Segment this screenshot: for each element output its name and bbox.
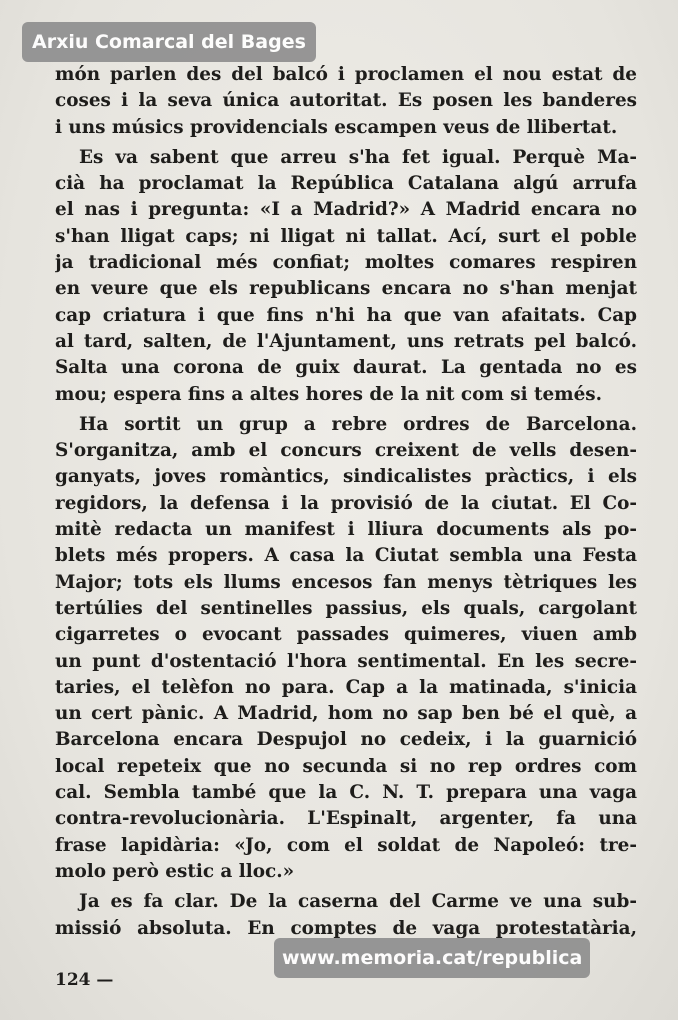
page-number: 124 — xyxy=(55,970,114,990)
text-line: un cert pànic. A Madrid, hom no sap ben bé el què, a xyxy=(55,703,637,725)
text-line: cap criatura i que fins n'hi ha que van afaitats. Cap xyxy=(55,304,637,326)
text-line: molo però estic a lloc.» xyxy=(55,860,295,882)
paragraph xyxy=(55,62,637,141)
text-line: i uns músics providencials escampen veus de llibertat. xyxy=(55,116,618,138)
text-line: mou; espera fins a altes hores de la nit com si temés. xyxy=(55,383,603,405)
text-line: un punt d'ostentació l'hora sentimental. En les secre- xyxy=(55,650,637,672)
url-watermark: www.memoria.cat/republica xyxy=(274,938,590,978)
text-line: ja tradicional més confiat; moltes comares respiren xyxy=(55,252,637,274)
text-line: Major; tots els llums encesos fan menys tètriques les xyxy=(55,571,637,593)
text-line: Salta una corona de guix daurat. La gentada no es xyxy=(55,357,637,379)
text-line: coses i la seva única autoritat. Es posen les banderes xyxy=(55,90,637,112)
text-line: frase lapidària: «Jo, com el soldat de Napoleó: tre- xyxy=(55,834,637,856)
text-line: Es va sabent que arreu s'ha fet igual. Perquè Ma- xyxy=(79,146,637,168)
text-line: cal. Sembla també que la C. N. T. prepara una vaga xyxy=(55,782,637,804)
body-text xyxy=(55,62,637,942)
text-line: Ha sortit un grup a rebre ordres de Barcelona. xyxy=(79,413,637,435)
text-line: s'han lligat caps; ni lligat ni tallat. Ací, surt el poble xyxy=(55,225,637,247)
text-line: al tard, salten, de l'Ajuntament, uns retrats pel balcó. xyxy=(55,330,637,352)
text-line: taries, el telèfon no para. Cap a la matinada, s'inicia xyxy=(55,676,637,698)
text-line: contra-revolucionària. L'Espinalt, argenter, fa una xyxy=(55,808,637,830)
text-line: missió absoluta. En comptes de vaga protestatària, xyxy=(55,917,637,939)
archive-watermark: Arxiu Comarcal del Bages xyxy=(22,22,316,62)
text-line: regidors, la defensa i la provisió de la ciutat. El Co- xyxy=(55,492,637,514)
text-line: mitè redacta un manifest i lliura documents als po- xyxy=(55,519,637,541)
text-line: Barcelona encara Despujol no cedeix, i la guarnició xyxy=(55,729,637,751)
text-line: cigarretes o evocant passades quimeres, viuen amb xyxy=(55,624,637,646)
text-line: S'organitza, amb el concurs creixent de vells desen- xyxy=(55,440,637,462)
text-line: Ja es fa clar. De la caserna del Carme ve una sub- xyxy=(79,891,637,913)
text-line: ganyats, joves romàntics, sindicalistes pràctics, i els xyxy=(55,466,637,488)
paragraph xyxy=(55,145,637,408)
text-line: en veure que els republicans encara no s'han menjat xyxy=(55,278,637,300)
text-line: món parlen des del balcó i proclamen el nou estat de xyxy=(55,64,637,85)
text-line: el nas i pregunta: «I a Madrid?» A Madrid encara no xyxy=(55,199,637,221)
text-line: cià ha proclamat la República Catalana algú arrufa xyxy=(55,173,637,195)
text-line: blets més propers. A casa la Ciutat sembla una Festa xyxy=(55,545,637,567)
text-line: tertúlies del sentinelles passius, els quals, cargolant xyxy=(55,597,637,619)
text-line: local repeteix que no secunda si no rep ordres com xyxy=(55,755,637,777)
paragraph xyxy=(55,889,637,942)
paragraph xyxy=(55,412,637,885)
